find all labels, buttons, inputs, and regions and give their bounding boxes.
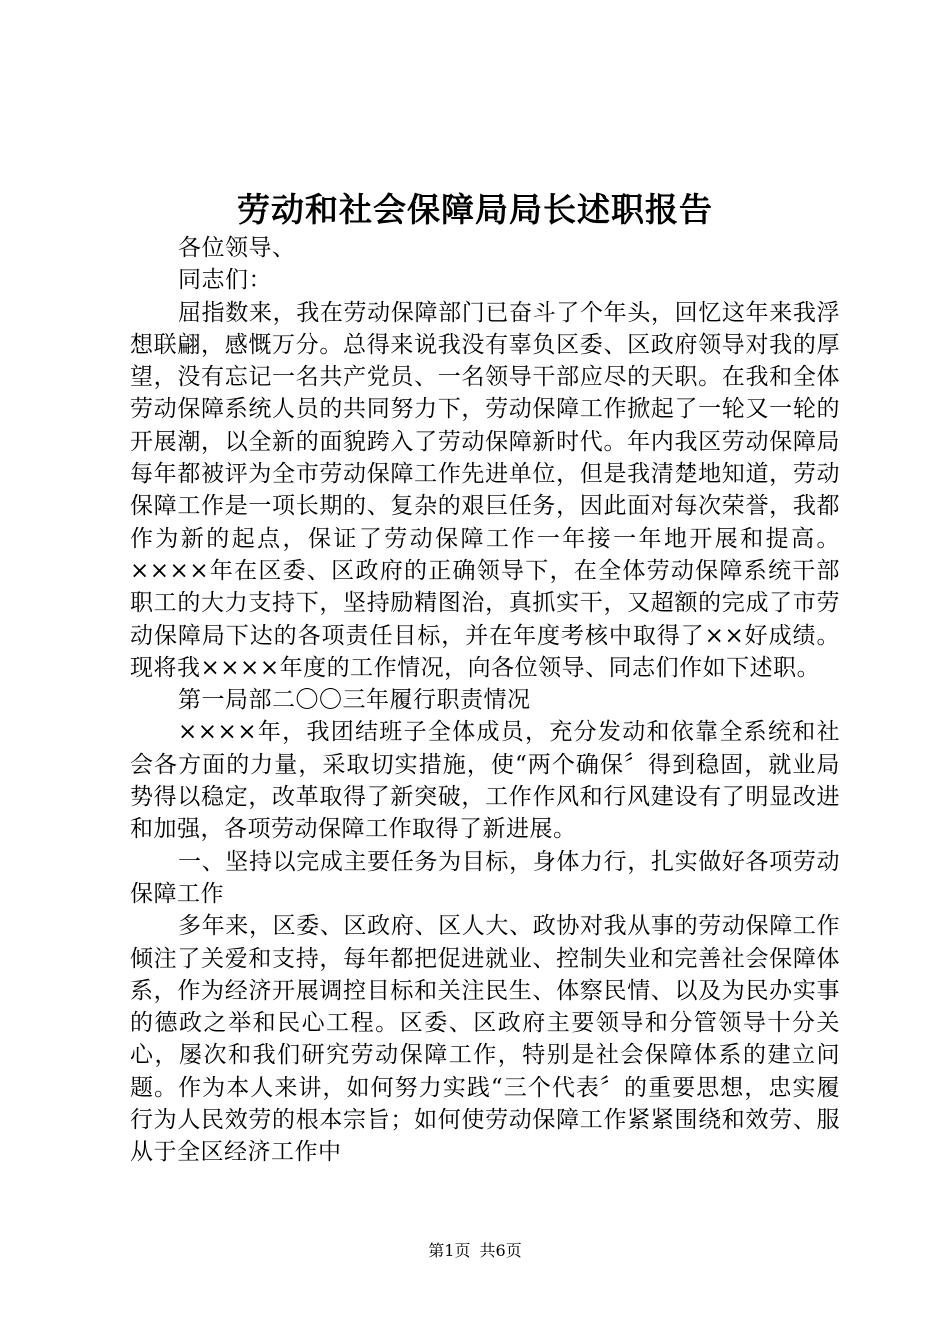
section-heading: 第一局部二〇〇三年履行职责情况 [178, 687, 531, 714]
page-footer [0, 1240, 950, 1262]
subsection-paragraph: 多年来，区委、区政府、区人大、政协对我从事的劳动保障工作倾注了关爱和支持，每年都把促进就业、控制失业和完善社会保障体系，作为经济开展调控目标和关注民生、体察民情、以及为民办实事的德政之举和民心工程。区委、区政府主要领导和分管领导十分关心，屡次和我们研究劳动保障工作，特别是社会保障体系的建立问题。作为本人来讲，如何努力实践“三个代表〞的重要思想，忠实履行为人民效劳的根本宗旨；如何使劳动保障工作紧紧围绕和效劳、服从于全区经济工作中 [130, 913, 840, 1166]
intro-paragraph: 屈指数来，我在劳动保障部门已奋斗了个年头，回忆这年来我浮想联翩，感慨万分。总得来说我没有辜负区委、区政府领导对我的厚望，没有忘记一名共产党员、一名领导干部应尽的天职。在我和全体劳动保障系统人员的共同努力下，劳动保障工作掀起了一轮又一轮的开展潮，以全新的面貌跨入了劳动保障新时代。年内我区劳动保障局每年都被评为全市劳动保障工作先进单位，但是我清楚地知道，劳动保障工作是一项长期的、复杂的艰巨任务，因此面对每次荣誉，我都作为新的起点，保证了劳动保障工作一年接一年地开展和提高。××××年在区委、区政府的正确领导下，在全体劳动保障系统干部职工的大力支持下，坚持励精图治，真抓实干，又超额的完成了市劳动保障局下达的各项责任目标，并在年度考核中取得了××好成绩。现将我××××年度的工作情况，向各位领导、同志们作如下述职。 [130, 299, 840, 681]
document-body [130, 232, 840, 1169]
subsection-heading: 一、坚持以完成主要任务为目标，身体力行，扎实做好各项劳动保障工作 [130, 848, 840, 907]
salutation-line-1: 各位领导、 [178, 235, 296, 261]
page-total: 共6页 [479, 1241, 522, 1260]
document-title: 劳动和社会保障局局长述职报告 [237, 190, 713, 229]
section-paragraph: ××××年，我团结班子全体成员，充分发动和依靠全系统和社会各方面的力量，采取切实措施，使“两个确保〞得到稳固，就业局势得以稳定，改革取得了新突破，工作作风和行风建设有了明显改进和加强，各项劳动保障工作取得了新进展。 [130, 719, 840, 843]
salutation-line-2: 同志们： [178, 267, 272, 294]
page-number: 第1页 [428, 1241, 471, 1260]
